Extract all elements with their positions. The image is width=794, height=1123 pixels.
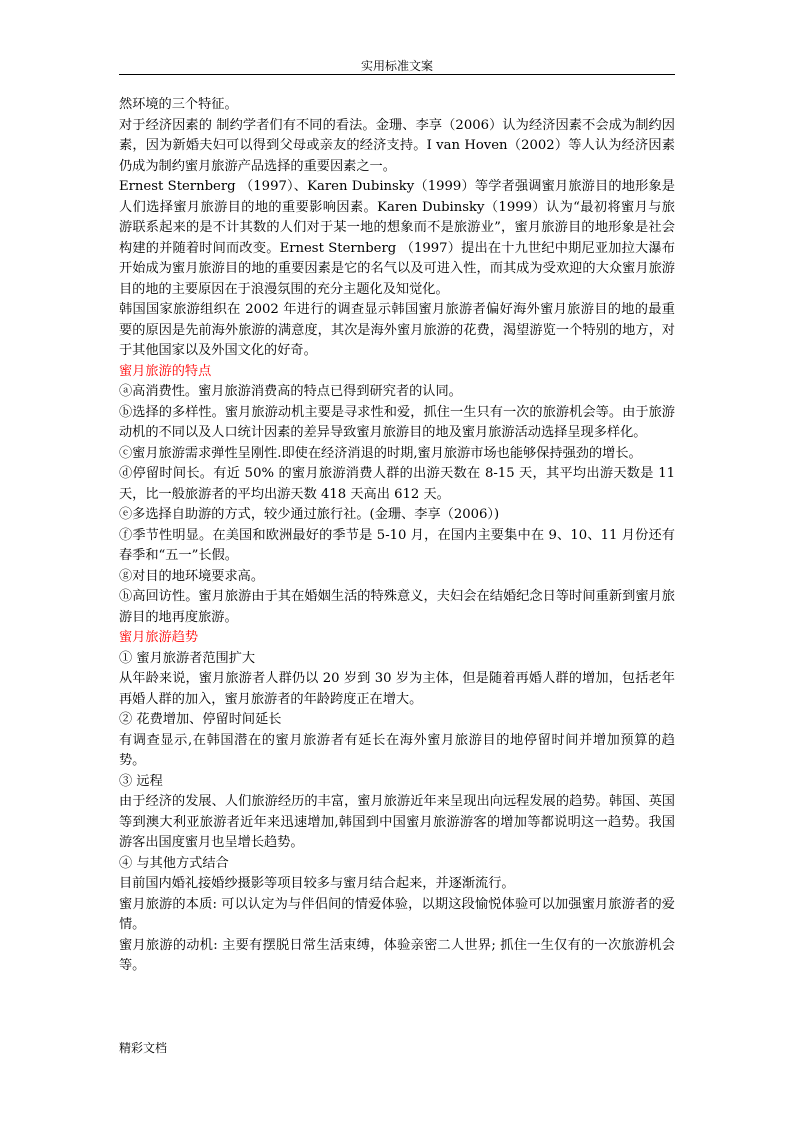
list-item-high-consumption: ⓐ高消费性。蜜月旅游消费高的特点已得到研究者的认同。 (119, 384, 462, 399)
trend-heading-combination: ④ 与其他方式结合 (119, 855, 229, 871)
paragraph-essence: 蜜月旅游的本质: 可以认定为与伴侣间的情爱体验，以期这段愉悦体验可以加强蜜月旅游者的爱情。 (119, 896, 675, 932)
trend-text-combination: 目前国内婚礼接婚纱摄影等项目较多与蜜月结合起来，并逐渐流行。 (119, 876, 515, 891)
trend-text-range: 从年龄来说，蜜月旅游者人群仍以 20 岁到 30 岁为主体，但是随着再婚人群的增加，包括老年再婚人群的加入，蜜月旅游者的年龄跨度正在增大。 (119, 671, 675, 707)
trend-text-long-distance: 由于经济的发展、人们旅游经历的丰富，蜜月旅游近年来呈现出向远程发展的趋势。韩国、英国等到澳大利亚旅游者近年来迅速增加,韩国到中国蜜月旅游游客的增加等都说明这一趋势。我国游客出国度蜜月也呈增长趋势。 (119, 794, 675, 850)
page-header: 实用标准文案 (360, 59, 433, 73)
trend-heading-long-distance: ③ 远程 (119, 773, 163, 789)
list-item-diversity: ⓑ选择的多样性。蜜月旅游动机主要是寻求性和爱，抓住一生只有一次的旅游机会等。由于旅游动机的不同以及人口统计因素的差异导致蜜月旅游目的地及蜜月旅游活动选择呈现多样化。 (119, 404, 675, 440)
list-item-seasonality: ⓕ季节性明显。在美国和欧洲最好的季节是 5-10 月，在国内主要集中在 9、10、11 月份还有春季和“五一”长假。 (119, 527, 675, 563)
list-item-rigid-demand: ⓒ蜜月旅游需求弹性呈刚性.即使在经济消退的时期,蜜月旅游市场也能够保持强劲的增长。 (119, 445, 642, 461)
list-item-self-guided: ⓔ多选择自助游的方式，较少通过旅行社。(金珊、李享（2006）) (119, 507, 500, 522)
document-body (119, 95, 675, 977)
paragraph-economic-factors: 对于经济因素的 制约学者们有不同的看法。金珊、李享（2006）认为经济因素不会成为制约因素，因为新婚夫妇可以得到父母或亲友的经济支持。I van Hoven（2002）等人认为经济因素仍成为制约蜜月旅游产品选择的重要因素之一。 (119, 117, 675, 174)
list-item-long-stay: ⓓ停留时间长。有近 50% 的蜜月旅游消费人群的出游天数在 8-15 天，其平均出游天数是 11 天，比一般旅游者的平均出游天数 418 天高出 612 天。 (119, 466, 675, 502)
paragraph-korea-survey: 韩国国家旅游组织在 2002 年进行的调查显示韩国蜜月旅游者偏好海外蜜月旅游目的地的最重要的原因是先前海外旅游的满意度，其次是海外蜜月旅游的花费，渴望游览一个特别的地方，对于其他国家以及外国文化的好奇。 (119, 302, 675, 358)
paragraph-destination-image: Ernest Sternberg （1997）、Karen Dubinsky（1999）等学者强调蜜月旅游目的地形象是人们选择蜜月旅游目的地的重要影响因素。Karen Dubinsky（1999）认为“最初将蜜月与旅游联系起来的是不计其数的人们对于某一地的想象而不是旅游业”，蜜月旅游目的地形象是社会构建的并随着时间而改变。Ernest Sternberg （1997）提出在十九世纪中期尼亚加拉大瀑布开始成为蜜月旅游目的地的重要因素是它的名气以及可进入性，而其成为受欢迎的大众蜜月旅游目的地的主要原因在于浪漫氛围的充分主题化及知觉化。 (119, 179, 675, 297)
trend-text-spending: 有调查显示,在韩国潜在的蜜月旅游者有延长在海外蜜月旅游目的地停留时间并增加预算的趋势。 (119, 732, 675, 768)
list-item-revisit: ⓗ高回访性。蜜月旅游由于其在婚姻生活的特殊意义，夫妇会在结婚纪念日等时间重新到蜜月旅游目的地再度旅游。 (119, 589, 675, 625)
section-heading-features: 蜜月旅游的特点 (119, 363, 212, 379)
list-item-environment: ⓖ对目的地环境要求高。 (119, 568, 265, 584)
page-footer: 精彩文档 (119, 1041, 168, 1055)
paragraph-motivation: 蜜月旅游的动机: 主要有摆脱日常生活束缚，体验亲密二人世界; 抓住一生仅有的一次旅游机会等。 (119, 937, 675, 973)
trend-heading-range: ① 蜜月旅游者范围扩大 (119, 650, 256, 666)
header-rule (119, 74, 675, 75)
trend-heading-spending: ② 花费增加、停留时间延长 (119, 712, 282, 727)
paragraph-env-features: 然环境的三个特征。 (119, 97, 238, 112)
section-heading-trends: 蜜月旅游趋势 (119, 630, 199, 645)
